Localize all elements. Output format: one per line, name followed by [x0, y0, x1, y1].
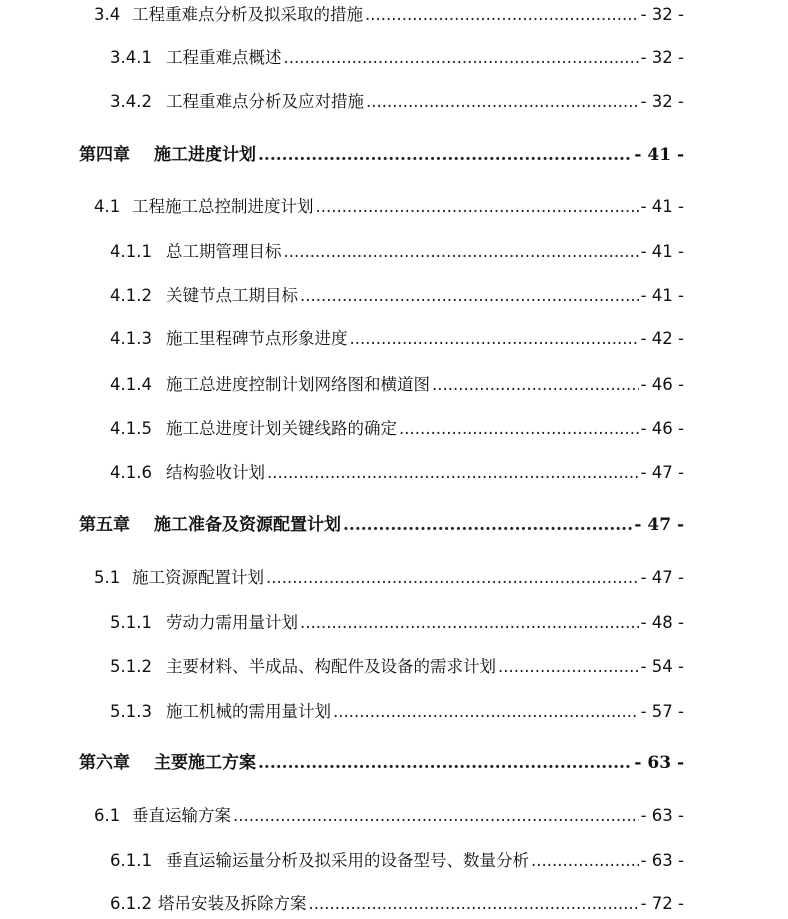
toc-title: 施工机械的需用量计划: [166, 702, 331, 721]
dot-leader: [309, 893, 639, 915]
toc-title: 塔吊安装及拆除方案: [158, 894, 307, 913]
dot-leader: [258, 752, 632, 774]
dot-leader: [316, 196, 639, 218]
toc-number: 6.1: [94, 806, 121, 825]
toc-page: - 41 -: [634, 145, 684, 165]
toc-page: - 54 -: [640, 657, 684, 676]
dot-leader: [284, 241, 639, 263]
toc-entry-6-1-1[interactable]: [110, 848, 684, 872]
toc-entry-3-4[interactable]: [94, 2, 684, 26]
toc-title: 主要材料、半成品、构配件及设备的需求计划: [166, 657, 496, 676]
dot-leader: [300, 285, 639, 307]
toc-number: 3.4.2: [110, 92, 152, 111]
toc-page: - 47 -: [634, 515, 684, 535]
toc-page: - 46 -: [640, 419, 684, 438]
dot-leader: [333, 701, 639, 723]
toc-number: 4.1.4: [110, 375, 152, 394]
toc-number: 第五章: [79, 515, 130, 535]
toc-entry-6-1-2[interactable]: [110, 891, 684, 915]
toc-number: 3.4: [94, 5, 121, 24]
dot-leader: [399, 418, 639, 440]
toc-number: 6.1.1: [110, 851, 152, 870]
toc-title: 工程重难点分析及应对措施: [166, 92, 364, 111]
toc-title: 施工进度计划: [154, 145, 256, 165]
toc-entry-chapter-6[interactable]: [79, 750, 684, 774]
toc-number: 5.1.3: [110, 702, 152, 721]
toc-title: 工程施工总控制进度计划: [132, 197, 314, 216]
toc-page: - 63 -: [640, 851, 684, 870]
toc-page: - 32 -: [640, 5, 684, 24]
toc-number: 5.1.1: [110, 613, 152, 632]
toc-entry-5-1-3[interactable]: [110, 699, 684, 723]
toc-number: 4.1.6: [110, 463, 152, 482]
toc-number: 4.1.3: [110, 329, 152, 348]
toc-entry-3-4-1[interactable]: [110, 45, 684, 69]
toc-entry-4-1-5[interactable]: [110, 416, 684, 440]
toc-title: 施工里程碑节点形象进度: [166, 329, 348, 348]
toc-title: 关键节点工期目标: [166, 286, 298, 305]
toc-page: - 46 -: [640, 375, 684, 394]
toc-page: - 32 -: [640, 48, 684, 67]
toc-entry-5-1[interactable]: [94, 565, 684, 589]
toc-title: 总工期管理目标: [166, 242, 282, 261]
toc-entry-5-1-2[interactable]: [110, 654, 684, 678]
dot-leader: [343, 514, 632, 536]
toc-entry-4-1-6[interactable]: [110, 460, 684, 484]
toc-title: 结构验收计划: [166, 463, 265, 482]
toc-entry-6-1[interactable]: [94, 803, 684, 827]
toc-title: 劳动力需用量计划: [166, 613, 298, 632]
toc-entry-4-1-4[interactable]: [110, 372, 684, 396]
toc-page: - 63 -: [634, 753, 684, 773]
toc-title: 施工总进度计划关键线路的确定: [166, 419, 397, 438]
toc-title: 施工总进度控制计划网络图和横道图: [166, 375, 430, 394]
dot-leader: [350, 328, 639, 350]
toc-page: - 63 -: [640, 806, 684, 825]
toc-entry-4-1-3[interactable]: [110, 326, 684, 350]
toc-title: 施工资源配置计划: [132, 568, 264, 587]
toc-title: 垂直运输方案: [132, 806, 231, 825]
toc-title: 工程重难点分析及拟采取的措施: [132, 5, 363, 24]
toc-page: - 57 -: [640, 702, 684, 721]
toc-page: - 48 -: [640, 613, 684, 632]
toc-page: - 72 -: [640, 894, 684, 913]
dot-leader: [498, 656, 639, 678]
toc-page: - 41 -: [640, 197, 684, 216]
toc-entry-chapter-4[interactable]: [79, 142, 684, 166]
toc-page: - 47 -: [640, 463, 684, 482]
toc-number: 6.1.2: [110, 894, 152, 913]
toc-number: 第四章: [79, 145, 130, 165]
toc-number: 4.1.2: [110, 286, 152, 305]
toc-number: 4.1: [94, 197, 121, 216]
dot-leader: [366, 91, 639, 113]
toc-entry-4-1-1[interactable]: [110, 239, 684, 263]
toc-page: - 41 -: [640, 286, 684, 305]
toc-number: 3.4.1: [110, 48, 152, 67]
toc-title: 工程重难点概述: [166, 48, 282, 67]
toc-number: 4.1.5: [110, 419, 152, 438]
dot-leader: [284, 47, 639, 69]
toc-title: 施工准备及资源配置计划: [154, 515, 341, 535]
dot-leader: [531, 850, 639, 872]
toc-page: - 41 -: [640, 242, 684, 261]
toc-number: 4.1.1: [110, 242, 152, 261]
toc-page: - 42 -: [640, 329, 684, 348]
toc-entry-chapter-5[interactable]: [79, 512, 684, 536]
dot-leader: [267, 462, 639, 484]
toc-page: - 47 -: [640, 568, 684, 587]
dot-leader: [432, 374, 639, 396]
dot-leader: [266, 567, 639, 589]
toc-entry-4-1[interactable]: [94, 194, 684, 218]
toc-entry-5-1-1[interactable]: [110, 610, 684, 634]
toc-title: 主要施工方案: [154, 753, 256, 773]
toc-page: - 32 -: [640, 92, 684, 111]
dot-leader: [233, 805, 639, 827]
dot-leader: [365, 4, 639, 26]
toc-entry-4-1-2[interactable]: [110, 283, 684, 307]
toc-number: 第六章: [79, 753, 130, 773]
dot-leader: [258, 144, 632, 166]
toc-entry-3-4-2[interactable]: [110, 89, 684, 113]
toc-number: 5.1.2: [110, 657, 152, 676]
toc-title: 垂直运输运量分析及拟采用的设备型号、数量分析: [166, 851, 529, 870]
dot-leader: [300, 612, 639, 634]
toc-number: 5.1: [94, 568, 121, 587]
